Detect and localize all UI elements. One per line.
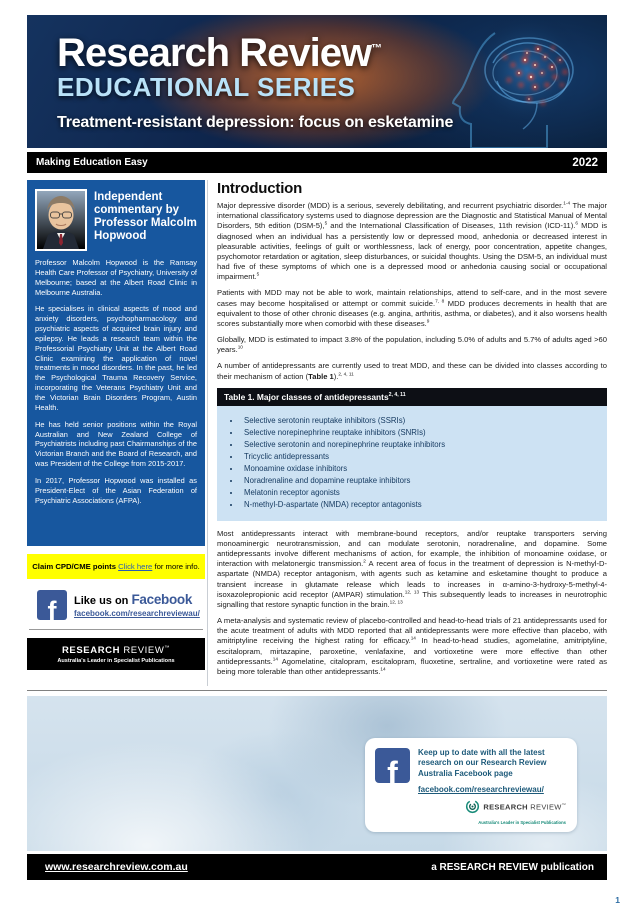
meta-year: 2022 xyxy=(572,156,598,169)
table-1-antidepressant-classes xyxy=(217,388,607,521)
footer-website-link[interactable]: www.researchreview.com.au xyxy=(45,861,188,873)
banner-text xyxy=(57,31,453,132)
meta-bar xyxy=(27,152,607,173)
article-paragraph: A number of antidepressants are currently used to treat MDD, and these can be divided into classes according to their mechanism of action (Table 1).$^{2, 4, 11}$ xyxy=(217,361,607,381)
trademark-symbol: ™ xyxy=(164,645,171,651)
article-paragraph: Patients with MDD may not be able to work, maintain relationships, attend to self-care, and in the most severe cases may become hospitalised or attempt or commit suicide.$^{7, 8}$ MDD produces decrements in health that are equivalent to those of other chronic diseases (e.g. angina, arthritis, asthma, or diabetes), and it also worsens health scores substantially more when comorbid with these diseases.$^9$ xyxy=(217,288,607,328)
cpd-claim-box xyxy=(27,554,205,579)
publication-page xyxy=(0,15,633,905)
facebook-brand: Facebook xyxy=(131,592,193,607)
promo-facebook-url-link[interactable]: facebook.com/researchreviewau/ xyxy=(418,785,544,795)
research-review-brand-box xyxy=(27,638,205,670)
table-item: • Monoamine oxidase inhibitors xyxy=(241,464,599,473)
bio-paragraph: Professor Malcolm Hopwood is the Ramsay Health Care Professor of Psychiatry, University of Melbourne; based at the Albert Road Clinic in Melbourne Australia. xyxy=(35,258,197,297)
article-paragraph: A meta-analysis and systematic review of placebo-controlled and head-to-head trials of 21 antidepressants used for the acute treatment of adults with MDD reported that all antidepressants were more effective than placebo, with amitriptyline receiving the highest rating for efficacy.$^{14}$ In head-to-head studies, agomelatine, amitriptyline, escitalopram, mirtazapine, paroxetine, venlafaxine, and vortioxetine were more effective than other antidepressants.$^{14}$ Agomelatine, citalopram, escitalopram, fluoxetine, sertraline, and vortioxetine were rated as being more tolerable than other antidepressants.$^{14}$ xyxy=(217,616,607,676)
logo-swirl-icon xyxy=(465,799,480,814)
cpd-claim-tail: for more info. xyxy=(154,562,200,571)
publication-title-text: Research Review xyxy=(57,31,372,75)
content-row xyxy=(27,180,607,686)
table-1-body xyxy=(217,406,607,521)
footer-publication-label: a RESEARCH REVIEW publication xyxy=(431,861,594,873)
series-title: EDUCATIONAL SERIES xyxy=(57,72,356,102)
facebook-icon[interactable]: f xyxy=(375,748,410,783)
table-item: • Selective serotonin and norepinephrine reuptake inhibitors xyxy=(241,440,599,449)
facebook-icon[interactable]: f xyxy=(37,590,67,620)
table-item: • Selective serotonin reuptake inhibitors (SSRIs) xyxy=(241,416,599,425)
table-1-title: Table 1. Major classes of antidepressants$^{2, 4, 11}$ xyxy=(217,388,607,406)
bio-paragraph: He has held senior positions within the Royal Australian and New Zealand College of Psychiatrists including past Chairmanships of the Victorian Branch and the Board of Research, and was President of the College from 2015-2017. xyxy=(35,419,197,469)
page-number: 1 xyxy=(615,895,620,905)
footer-bar xyxy=(27,854,607,880)
issue-topic-title: Treatment-resistant depression: focus on esketamine xyxy=(57,114,454,131)
table-item: • Noradrenaline and dopamine reuptake inhibitors xyxy=(241,476,599,485)
sidebar-divider xyxy=(29,629,203,630)
cpd-click-here-link[interactable]: Click here xyxy=(118,562,153,571)
trademark-symbol: ™ xyxy=(371,42,382,55)
facebook-promo-card xyxy=(365,738,577,832)
bio-paragraph: In 2017, Professor Hopwood was installed as President-Elect of the Asian Federation of Psychiatric Associations (AFPA). xyxy=(35,475,197,505)
header-banner xyxy=(27,15,607,148)
promo-text: Keep up to date with all the latest research on our Research Review Australia Facebook page xyxy=(418,748,547,778)
section-heading-introduction: Introduction xyxy=(217,180,303,197)
commentary-header xyxy=(35,189,197,251)
sidebar xyxy=(27,180,205,686)
table-item: • N-methyl-D-aspartate (NMDA) receptor antagonists xyxy=(241,500,599,509)
table-item: • Selective norepinephrine reuptake inhibitors (SNRIs) xyxy=(241,428,599,437)
publication-title xyxy=(57,31,453,76)
research-review-logotype: RESEARCH REVIEW™ xyxy=(61,645,171,657)
facebook-like-block xyxy=(27,590,205,620)
table-item: • Melatonin receptor agonists xyxy=(241,488,599,497)
article-paragraph: Globally, MDD is estimated to impact 3.8% of the population, including 5.0% of adults and 5.7% of adults aged >60 years.$^{10}$ xyxy=(217,335,607,355)
commentary-heading: Independent commentary by Professor Malcolm Hopwood xyxy=(94,191,197,242)
meta-tagline: Making Education Easy xyxy=(36,157,148,168)
logo-tagline: Australia's Leader in Specialist Publications xyxy=(478,820,566,826)
research-review-logo: RESEARCH REVIEW™ Australia's Leader in Specialist Publications xyxy=(465,799,566,825)
professor-photo xyxy=(35,189,87,251)
facebook-url-link[interactable]: facebook.com/researchreviewau/ xyxy=(74,609,200,618)
commentary-bio-box xyxy=(27,180,205,546)
cpd-claim-lead: Claim CPD/CME points xyxy=(32,562,116,571)
table-1-references: 2, 4, 11 xyxy=(388,391,406,398)
portrait-illustration xyxy=(37,191,85,249)
article-paragraph: Major depressive disorder (MDD) is a serious, severely debilitating, and recurrent psychiatric disorder.$^{1-4}$ The major international classificatory systems used to diagnose depression are the Diagnostic and Statistical Manual of Mental Disorders, 5th edition (DSM-5),$^5$ and the International Classification of Diseases, 11th revision (ICD-11).$^6$ MDD is diagnosed when an individual has a persistently low or depressed mood, anhedonia or decreased interest in pleasurable activities, feelings of guilt or worthlessness, lack of energy, poor concentration, appetite changes, psychomotor retardation or agitation, sleep disturbances, or suicidal thoughts. Using the DSM-5, an individual must had five of these symptoms of which one is a depressed mood or anhedonia causing social or occupational impairment.$^5$ xyxy=(217,200,607,282)
table-item: • Tricyclic antidepressants xyxy=(241,452,599,461)
article-paragraph: Most antidepressants interact with membrane-bound receptors, and/or reuptake transporters serving monoaminergic neurotransmission, and can modulate serotonin, noradrenaline, and dopamine. Some antidepressants involve different mechanisms of action, for example, the inhibition of monoamine oxidase, or interaction with melatonergic transmission.$^2$ A recent area of focus in the treatment of depression is N-methyl-D-aspartate (NMDA) receptor antagonism, with agents such as ketamine and esketamine thought to produce a transient increase in glutamate release which leads to increases in α-amino-3-hydroxy-5-methyl-4-isoxazolepropionic acid receptor (AMPAR) stimulation.$^{12, 13}$ This subsequently leads to increases in neurotrophic signalling that restore synaptic function in the brain.$^{12, 13}$ xyxy=(217,528,607,609)
promo-banner xyxy=(27,696,607,851)
section-divider xyxy=(27,690,607,691)
bio-paragraph: He specialises in clinical aspects of mood and anxiety disorders, psychopharmacology and psychiatric aspects of acquired brain injury and epilepsy. He leads a research team within the Professorial Psychiatry Unit at the Albert Road Clinic examining the application of novel treatments in mood disorders. In the past, he led the Psychological Trauma Recovery Service, incorporating the Veterans Psychiatry Unit and the Victorian Brain Disorders Program, Austin Health. xyxy=(35,304,197,412)
brand-tagline: Australia's Leader in Specialist Publications xyxy=(57,658,175,665)
main-article-column xyxy=(207,180,607,686)
facebook-like-label: Like us on Facebook xyxy=(74,592,193,607)
